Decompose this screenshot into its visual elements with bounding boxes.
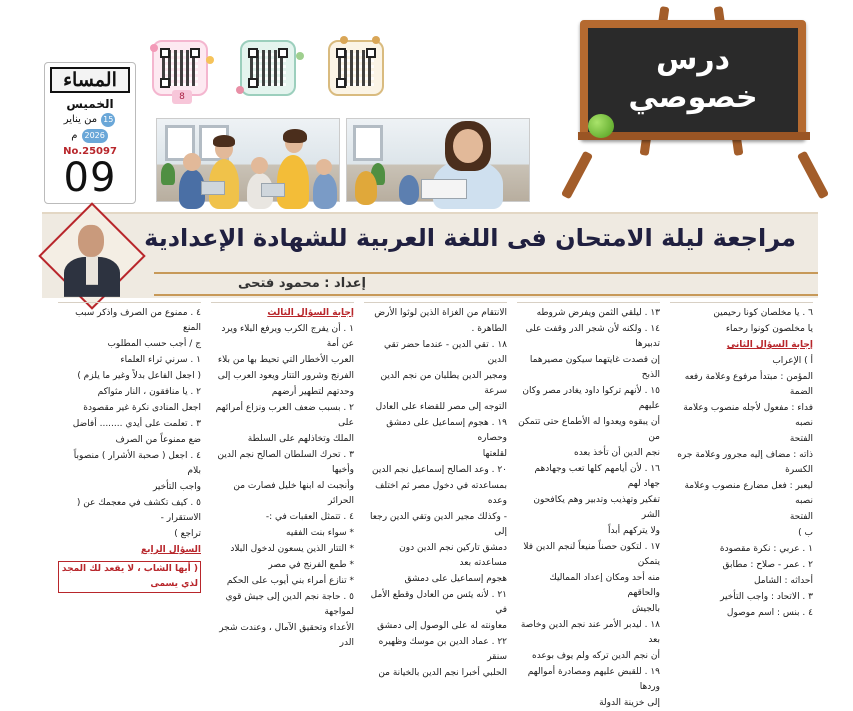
issue-day: الخميس (66, 97, 114, 111)
article-column-5: ٦ . يا مخلصان كونا رحيمين يا مخلصون كونوا رحماء إجابة السؤال الثاني أ ) الإعراب المؤمن : مبتدأ مرفوع وعلامة رفعه الضمة فداء : مفعول لأجله منصوب وعلامة نصبه الفتحة ذاته : مضاف إليه مجرور وعلامة جره الكسرة ليعبر : فعل مضارع منصوب وعلامة نصبه الفتحة ب ) ١ . عربي : نكرة مقصودة ٢ . عمر - صلاح : مطابق أحداثه : الشامل ٣ . الاتحاد : واجب التأخير ٤ . بنس : اسم موصول (670, 302, 813, 550)
qr-code-icon[interactable] (152, 40, 208, 102)
qr-badge: 8 (172, 90, 192, 104)
classroom-photo (156, 118, 340, 202)
flower-decoration-icon (236, 86, 244, 94)
chalkboard-title-line1: درس (655, 42, 731, 77)
year-suffix: م (71, 130, 78, 141)
flower-decoration-icon (150, 44, 158, 52)
issue-year-line (45, 129, 135, 143)
article-title: مراجعة ليلة الامتحان فى اللغة العربية للشهادة الإعدادية (144, 224, 796, 252)
easel-leg (561, 151, 593, 200)
newspaper-logo: المساء (50, 67, 130, 93)
article-author: إعداد : محمود فتحى (237, 276, 366, 291)
qr-code-icon[interactable] (240, 40, 296, 96)
flower-decoration-icon (296, 52, 304, 60)
easel-leg (797, 151, 829, 200)
chalkboard-tray (578, 132, 810, 140)
article-column-1: ٤ . ممنوع من الصرف واذكر سبب المنع ج / أجب حسب المطلوب ١ . سرني ثراء العلماء ( اجعل الفاعل بدلاً وغير ما يلزم ) ٢ . يا منافقون ، النار مثواكم اجعل المنادى نكرة غير مقصودة ٣ . تعلمت على أيدي ........ أفاضل ضع ممنوعاً من الصرف ٤ . اجعل ( صحبة الأشرار ) منصوباً بلام واجب التأخير ٥ . كيف تكشف في معجمك عن ( الاستقرار - تراجع ) السؤال الرابع ( أيها الشاب ، لا يقعد لك المجد لذي يسمى (58, 302, 201, 550)
author-bar (154, 272, 818, 296)
newspaper-masthead (44, 62, 136, 204)
issue-year: 2026 (82, 129, 108, 143)
section-heading: إجابة السؤال الثالث (267, 308, 354, 318)
issue-number: No.25097 (63, 146, 117, 157)
qr-code-icon[interactable] (328, 40, 384, 96)
article-column-2: إجابة السؤال الثالث ١ . أن يفرج الكرب ويرفع البلاء ويرد عن أمة العرب الأخطار التي تحيط بها من بلاء الفرنج وشرور التتار ويعود العرب إلى وحدتهم لتطهير أرضهم ٢ . بسبب ضعف العرب ونزاع أمرائهم على الملك وتخاذلهم على السلطة ٣ . تحرك السلطان الصالح نجم الدين وأخيها وأنجبت له ابنها خليل فصارت من الحرائر ٤ . تتمثل العقبات في :- * سواء بنت الفقيه * التتار الذين يسعون لدخول البلاد * طمع الفرنج في مصر * تنازع أمراء بني أيوب على الحكم ٥ . حاجة نجم الدين إلى جيش قوي لمواجهة الأعداء وتحقيق الآمال ، وعندت شجر الدر (211, 302, 354, 550)
article-column-3: الانتقام من الغزاة الذين لوثوا الأرض الطاهرة . ١٨ . تقي الدين - عندما حضر تقي الدين ومجير الدين يطلبان من نجم الدين سرعة التوجه إلى مصر للقضاء على العادل ١٩ . هجوم إسماعيل على دمشق وحصاره لقلعتها ٢٠ . وعد الصالح إسماعيل نجم الدين بمساعدته في دخول مصر ثم اختلف وعده - وكذلك مجير الدين وتقي الدين رجعا إلى دمشق تاركين نجم الدين دون مساعدته بعد هجوم إسماعيل على دمشق ٢١ . لأنه يئس من العادل وقطع الأمل في معاونته له على الوصول إلى دمشق ٢٢ . عماد الدين بن موسك وظهيره سنقر الحلبي أخبرا نجم الدين بالخيانة من (364, 302, 507, 550)
section-heading: إجابة السؤال الثاني (726, 340, 813, 350)
apple-icon (588, 114, 614, 138)
page-number: 09 (63, 155, 117, 201)
section-heading: السؤال الرابع (141, 545, 201, 555)
highlight-box: ( أيها الشاب ، لا يقعد لك المجد لذي يسمى (58, 561, 201, 593)
lantern-decoration-icon (340, 36, 348, 44)
chalkboard-title-line2: خصوصي (628, 80, 758, 115)
day-number: 15 (101, 113, 115, 127)
student-photo (346, 118, 530, 202)
flower-decoration-icon (206, 56, 214, 64)
lantern-decoration-icon (372, 36, 380, 44)
author-photo (38, 202, 145, 309)
article-column-4: ١٣ . ليلقي الثمن ويفرض شروطه ١٤ . ولكنه لأن شجر الدر وقفت على تدبيرها إن قصدت غايتهما سيكون مصيرهما الذبح ١٥ . لأنهم تركوا داود يغادر مصر وكان عليهم أن يبقوه ويعدوا له الأطماع حتى تتمكن من نجم الدين أن تأخذ بعده ١٦ . لأن أيامهم كلها تعب وجهادهم جهاد لهم تفكير وتهذيب وتدبير وهم يكافحون الشر ولا يتركهم أبداً ١٧ . لتكون حصناً منيعاً لنجم الدين فلا يتمكن منه أحد ومكان إعداد المماليك والحاقهم بالجيش ١٨ . ليدبر الأمر عند نجم الدين وخاصة بعد أن نجم الدين تركه ولم يوف بوعده ١٩ . للقبض عليهم ومصادرة أموالهم وردها إلى خزينة الدولة (517, 302, 660, 550)
chalkboard (580, 20, 806, 140)
issue-month: من يناير (63, 114, 98, 125)
article-header (42, 212, 818, 298)
article-columns (58, 302, 818, 708)
issue-date (45, 113, 135, 127)
